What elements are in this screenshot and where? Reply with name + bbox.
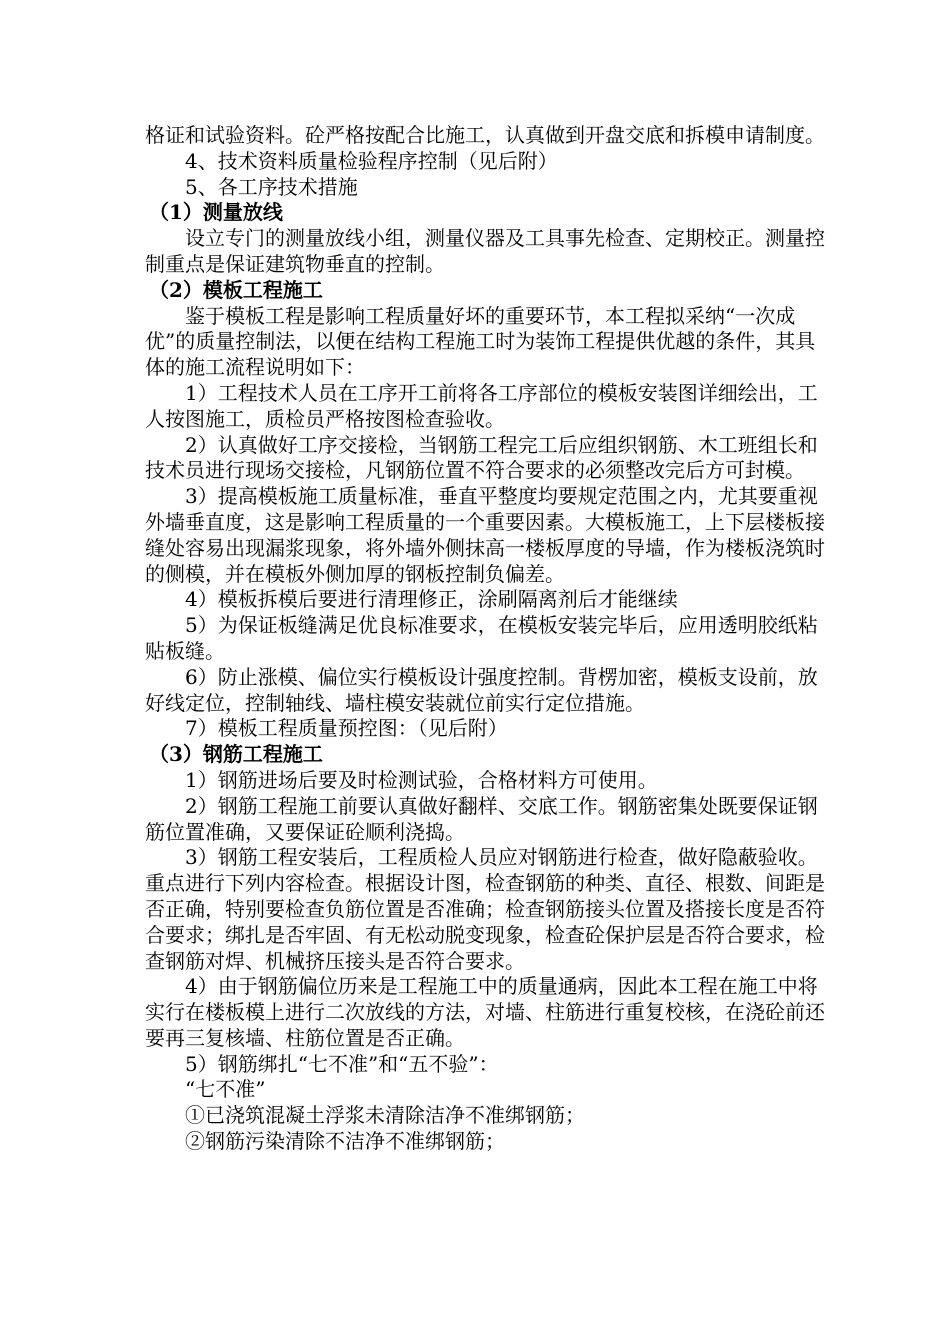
heading-survey-layout: （1）测量放线 [149, 200, 283, 225]
heading-rebar: （3）钢筋工程施工 [149, 742, 323, 767]
rebar-item-2: 2）钢筋工程施工前要认真做好翻样、交底工作。钢筋密集处既要保证钢筋位置准确，又要保证砼顺利浇捣。 [145, 793, 818, 844]
item-process-measures: 5、各工序技术措施 [185, 174, 358, 199]
document-body [145, 123, 825, 1155]
paragraph-survey: 设立专门的测量放线小组，测量仪器及工具事先检查、定期校正。测量控制重点是保证建筑物垂直的控制。 [145, 226, 825, 276]
rebar-item-4: 4）由于钢筋偏位历来是工程施工中的质量通病，因此本工程在施工中将实行在楼板模上进行二次放线的方法，对墙、柱筋进行重复校核，在浇砼前还要再三复核墙、柱筋位置是否正确。 [145, 974, 825, 1050]
heading-formwork: （2）模板工程施工 [149, 277, 323, 302]
rebar-item-1: 1）钢筋进场后要及时检测试验，合格材料方可使用。 [185, 767, 658, 792]
rebar-item-5: 5）钢筋绑扎“七不准”和“五不验”： [185, 1051, 499, 1076]
seven-rules-item-2: ②钢筋污染清除不洁净不准绑钢筋； [185, 1129, 505, 1154]
paragraph-formwork-intro: 鉴于模板工程是影响工程质量好坏的重要环节，本工程拟采纳“一次成优”的质量控制法，以便在结构工程施工时为装饰工程提供优越的条件，其具体的施工流程说明如下： [145, 303, 816, 380]
seven-rules-item-1: ①已浇筑混凝土浮浆未清除洁净不准绑钢筋； [185, 1103, 585, 1128]
formwork-item-7: 7）模板工程质量预控图：（见后附） [185, 716, 508, 741]
paragraph-material-cert: 格证和试验资料。砼严格按配合比施工，认真做到开盘交底和拆模申请制度。 [145, 123, 825, 147]
formwork-item-3: 3）提高模板施工质量标准，垂直平整度均要规定范围之内，尤其要重视外墙垂直度，这是影响工程质量的一个重要因素。大模板施工，上下层楼板接缝处容易出现漏浆现象，将外墙外侧抹高一楼板厚度的导墙，作为楼板浇筑时的侧模，并在模板外侧加厚的钢板控制负偏差。 [145, 484, 825, 586]
formwork-item-5: 5）为保证板缝满足优良标准要求，在模板安装完毕后，应用透明胶纸粘贴板缝。 [145, 613, 818, 663]
seven-rules-heading: “七不准” [185, 1077, 266, 1102]
item-technical-data-control: 4、技术资料质量检验程序控制（见后附） [185, 148, 558, 173]
formwork-item-1: 1）工程技术人员在工序开工前将各工序部位的模板安装图详细绘出，工人按图施工，质检员严格按图检查验收。 [145, 380, 818, 431]
formwork-item-4: 4）模板拆模后要进行清理修正，涂刷隔离剂后才能继续 [185, 587, 678, 612]
formwork-item-6: 6）防止涨模、偏位实行模板设计强度控制。背楞加密，模板支设前，放好线定位，控制轴线、墙柱模安装就位前实行定位措施。 [145, 664, 818, 715]
rebar-item-3: 3）钢筋工程安装后，工程质检人员应对钢筋进行检查，做好隐蔽验收。重点进行下列内容检查。根据设计图，检查钢筋的种类、直径、根数、间距是否正确，特别要检查负筋位置是否准确；检查钢筋接头位置及搭接长度是否符合要求；绑扎是否牢固、有无松动脱变现象，检查砼保护层是否符合要求，检查钢筋对焊、机械挤压接头是否符合要求。 [145, 845, 825, 973]
formwork-item-2: 2）认真做好工序交接检，当钢筋工程完工后应组织钢筋、木工班组长和技术员进行现场交接检，凡钢筋位置不符合要求的必须整改完后方可封模。 [145, 432, 818, 483]
